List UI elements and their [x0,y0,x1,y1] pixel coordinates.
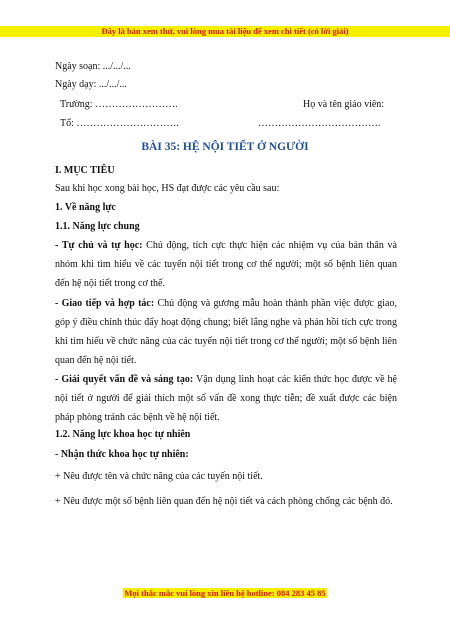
paragraph-tu-chu-text: Chủ động, tích cực thực hiện các nhiệm vụ của bản thân và nhóm khi tìm hiểu về các tuyến nội tiết trong cơ thể người; một số bệnh liên quan đến hệ nội tiết trong cơ thể. [55,240,397,289]
truong-field: Trường: ……………………. [60,99,178,110]
to-field: Tổ: …………………………. [60,118,179,129]
paragraph-giai-quyet-text: Vận dụng linh hoạt các kiến thức học được về hệ nội tiết ở người để giải thích một số vấn đề xong thực tiễn; đề xuất được các biện pháp phòng tránh các bệnh về hệ nội tiết. [55,374,397,423]
preview-banner-text: Đây là bản xem thử, vui lòng mua tài liệu để xem chi tiết (có lời giải) [101,26,349,36]
hotline-banner [0,588,450,599]
intro-text: Sau khi học xong bài học, HS đạt được các yêu cầu sau: [55,183,280,194]
section-nang-luc: 1. Về năng lực [55,202,116,213]
teacher-name-dots: ………………………………. [258,118,381,129]
hotline-banner-text: Mọi thắc mắc vui lòng xin liên hệ hotline: 084 283 45 85 [124,588,326,598]
bullet-ten-chuc-nang: + Nêu được tên và chức năng của các tuyến nội tiết. [55,471,263,482]
paragraph-tu-chu-label: - Tự chủ và tự học: [55,240,143,251]
paragraph-giao-tiep [55,294,397,370]
preview-banner [0,26,450,37]
ngay-soan: Ngày soạn: .../.../... [55,61,131,72]
teacher-name-label: Họ và tên giáo viên: [303,99,385,110]
section-muc-tieu: I. MỤC TIÊU [55,165,115,176]
ngay-day: Ngày dạy: .../.../... [55,79,127,90]
section-nang-luc-chung: 1.1. Năng lực chung [55,221,140,232]
paragraph-giai-quyet [55,370,397,427]
paragraph-giao-tiep-text: Chủ động và gương mẫu hoàn thành phần việc được giao, góp ý điều chỉnh thúc đẩy hoạt động chung; biết lắng nghe và phản hồi tích cực trong khi tìm hiểu về chức năng của các tuyến nội tiết trong cơ thể người; một số bệnh liên quan đến hệ nội tiết. [55,298,397,366]
bullet-benh-lien-quan: + Nêu được một số bệnh liên quan đến hệ nội tiết và cách phòng chống các bệnh đó. [55,496,393,507]
paragraph-giai-quyet-label: - Giải quyết vấn đề và sáng tạo: [55,374,194,385]
paragraph-tu-chu [55,236,397,293]
section-nang-luc-khtn: 1.2. Năng lực khoa học tự nhiên [55,429,191,440]
paragraph-giao-tiep-label: - Giao tiếp và hợp tác: [55,298,155,309]
lesson-title: BÀI 35: HỆ NỘI TIẾT Ở NGƯỜI [141,141,309,153]
section-nhan-thuc: - Nhận thức khoa học tự nhiên: [55,449,189,460]
